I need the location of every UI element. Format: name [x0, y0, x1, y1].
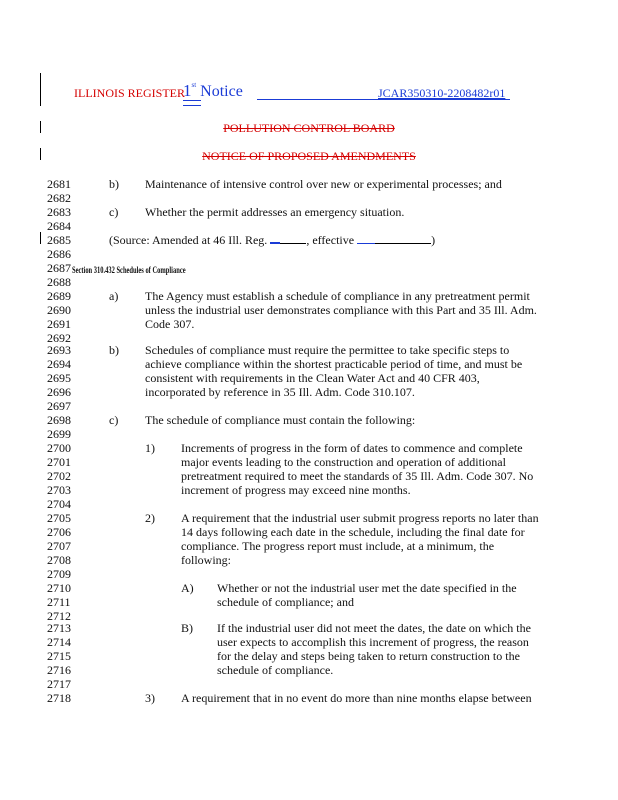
- line-number: 2691: [47, 317, 71, 331]
- notice-double-underline: [183, 100, 201, 106]
- line-number: 2707: [47, 539, 71, 553]
- agency-name: POLLUTION CONTROL BOARD: [223, 121, 395, 135]
- line-number: 2712: [47, 609, 71, 623]
- change-bar: [40, 73, 41, 106]
- line-number: 2706: [47, 525, 71, 539]
- item-text: increment of progress may exceed nine months.: [181, 483, 411, 497]
- item-label: B): [181, 621, 193, 635]
- item-text: Whether or not the industrial user met the date specified in the: [217, 581, 517, 595]
- item-text: schedule of compliance; and: [217, 595, 354, 609]
- item-text: Code 307.: [145, 317, 195, 331]
- item-text: 14 days following each date in the schedule, including the final date for: [181, 525, 525, 539]
- item-text: The Agency must establish a schedule of compliance in any pretreatment permit: [145, 289, 530, 303]
- line-number: 2703: [47, 483, 71, 497]
- line-number: 2710: [47, 581, 71, 595]
- line-number: 2713: [47, 621, 71, 635]
- item-text: pretreatment required to meet the standards of 35 Ill. Adm. Code 307. No: [181, 469, 534, 483]
- line-number: 2685: [47, 233, 71, 247]
- item-text: schedule of compliance.: [217, 663, 334, 677]
- change-bar: [40, 232, 41, 244]
- item-label: b): [109, 343, 119, 357]
- line-number: 2718: [47, 691, 71, 705]
- line-number: 2711: [47, 595, 71, 609]
- line-number: 2716: [47, 663, 71, 677]
- line-number: 2689: [47, 289, 71, 303]
- line-number: 2715: [47, 649, 71, 663]
- item-text: following:: [181, 553, 231, 567]
- line-number: 2705: [47, 511, 71, 525]
- item-text: Schedules of compliance must require the permittee to take specific steps to: [145, 343, 510, 357]
- item-label: c): [109, 413, 119, 427]
- line-number: 2693: [47, 343, 71, 357]
- item-text: compliance. The progress report must include, at a minimum, the: [181, 539, 495, 553]
- item-text: A requirement that the industrial user submit progress reports no later than: [181, 511, 539, 525]
- line-number: 2704: [47, 497, 71, 511]
- line-number: 2690: [47, 303, 71, 317]
- line-number: 2681: [47, 177, 71, 191]
- jcar-code: JCAR350310-2208482r01: [378, 86, 506, 100]
- notice-number: 1: [183, 81, 192, 100]
- line-number: 2687: [47, 261, 71, 275]
- line-number: 2684: [47, 219, 71, 233]
- item-label: b): [109, 177, 119, 191]
- line-number: 2688: [47, 275, 71, 289]
- item-text: Maintenance of intensive control over new or experimental processes; and: [145, 177, 502, 191]
- item-label: A): [181, 581, 194, 595]
- line-number: 2682: [47, 191, 71, 205]
- notice-superscript: st: [191, 81, 197, 89]
- item-label: 1): [145, 441, 155, 455]
- item-text: achieve compliance within the shortest practicable period of time, and must be: [145, 357, 523, 371]
- notice-label: [183, 81, 243, 101]
- line-number: 2700: [47, 441, 71, 455]
- item-text: The schedule of compliance must contain the following:: [145, 413, 416, 427]
- line-number: 2683: [47, 205, 71, 219]
- blank-field: [280, 233, 306, 244]
- notice-title: NOTICE OF PROPOSED AMENDMENTS: [202, 149, 416, 163]
- line-number: 2702: [47, 469, 71, 483]
- line-number: 2698: [47, 413, 71, 427]
- line-number: 2699: [47, 427, 71, 441]
- line-number: 2692: [47, 331, 71, 345]
- item-text: consistent with requirements in the Clean Water Act and 40 CFR 403,: [145, 371, 480, 385]
- notice-word: Notice: [200, 83, 243, 100]
- line-number: 2696: [47, 385, 71, 399]
- item-text: unless the industrial user demonstrates compliance with this Part and 35 Ill. Adm.: [145, 303, 537, 317]
- item-text: Whether the permit addresses an emergency situation.: [145, 205, 405, 219]
- item-text: incorporated by reference in 35 Ill. Adm. Code 310.107.: [145, 385, 415, 399]
- item-text: A requirement that in no event do more than nine months elapse between: [181, 691, 532, 705]
- blank-field: [357, 233, 375, 244]
- section-heading: Section 310.432 Schedules of Compliance: [72, 265, 186, 275]
- line-number: 2717: [47, 677, 71, 691]
- item-label: c): [109, 205, 119, 219]
- item-label: 2): [145, 511, 155, 525]
- line-number: 2709: [47, 567, 71, 581]
- source-note: (Source: Amended at 46 Ill. Reg. , effective ): [109, 233, 436, 247]
- item-label: 3): [145, 691, 155, 705]
- item-label: a): [109, 289, 119, 303]
- line-number: 2697: [47, 399, 71, 413]
- line-number: 2714: [47, 635, 71, 649]
- line-number: 2694: [47, 357, 71, 371]
- item-text: for the delay and steps being taken to return construction to the: [217, 649, 520, 663]
- item-text: major events leading to the construction and operation of additional: [181, 455, 506, 469]
- item-text: user expects to accomplish this increment of progress, the reason: [217, 635, 529, 649]
- item-text: Increments of progress in the form of dates to commence and complete: [181, 441, 523, 455]
- line-number: 2686: [47, 247, 71, 261]
- line-number: 2708: [47, 553, 71, 567]
- register-title: ILLINOIS REGISTER: [74, 86, 185, 100]
- blank-mark: [270, 233, 280, 244]
- line-number: 2701: [47, 455, 71, 469]
- blank-field: [375, 233, 431, 244]
- line-number: 2695: [47, 371, 71, 385]
- item-text: If the industrial user did not meet the dates, the date on which the: [217, 621, 531, 635]
